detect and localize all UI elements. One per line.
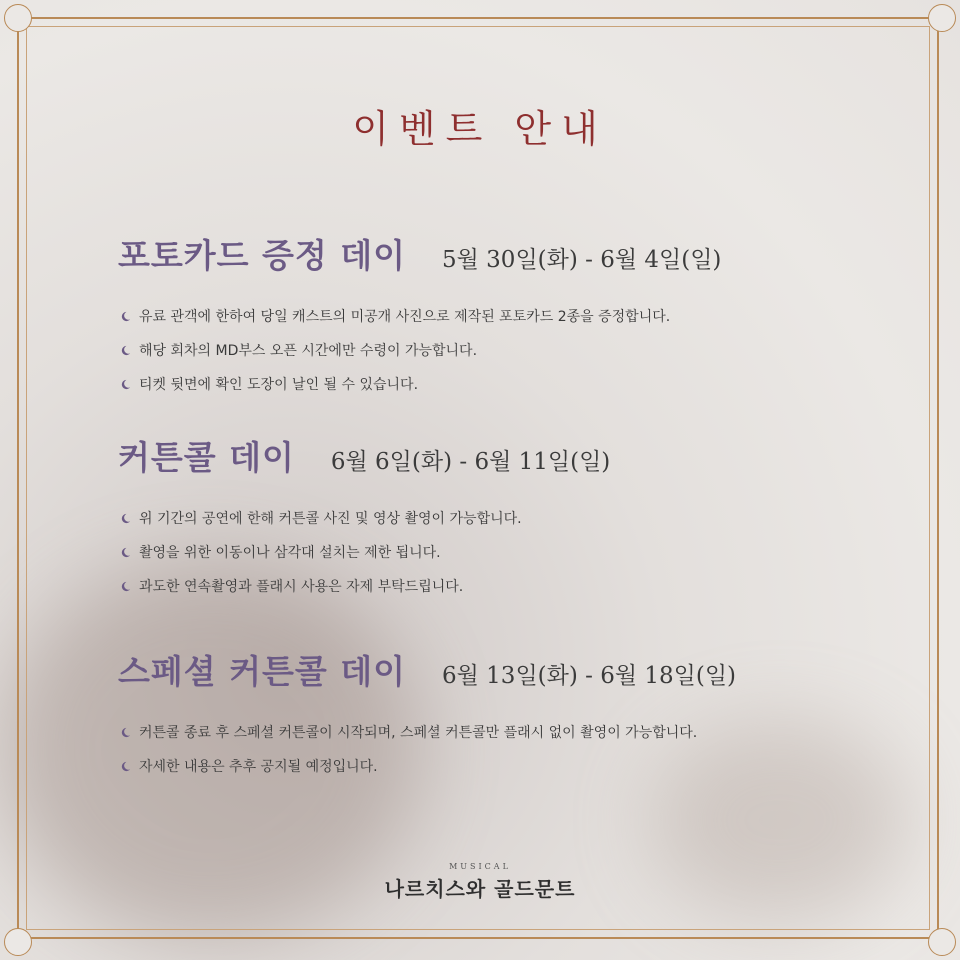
- list-item: [120, 535, 610, 569]
- crescent-moon-icon: [120, 513, 131, 524]
- list-item-text: 과도한 연속촬영과 플래시 사용은 자제 부탁드립니다.: [139, 579, 464, 595]
- list-item: [120, 299, 721, 333]
- section-item-list: [120, 299, 721, 401]
- list-item-text: 촬영을 위한 이동이나 삼각대 설치는 제한 됩니다.: [139, 545, 441, 561]
- crescent-moon-icon: [120, 345, 131, 356]
- event-section-photocard: [118, 230, 721, 401]
- page-title: 이벤트 안내: [352, 107, 608, 151]
- section-date: 6월 13일(화) - 6월 18일(일): [442, 663, 737, 689]
- logo-subtitle: MUSICAL: [449, 862, 511, 871]
- list-item-text: 티켓 뒷면에 확인 도장이 날인 될 수 있습니다.: [139, 377, 419, 393]
- section-name: 커튼콜 데이: [118, 438, 295, 477]
- list-item-text: 해당 회차의 MD부스 오픈 시간에만 수령이 가능합니다.: [139, 343, 478, 359]
- list-item: [120, 367, 721, 401]
- list-item: [120, 569, 610, 603]
- list-item-text: 유료 관객에 한하여 당일 캐스트의 미공개 사진으로 제작된 포토카드 2종을 증정합니다.: [139, 309, 671, 325]
- list-item-text: 자세한 내용은 추후 공지될 예정입니다.: [139, 759, 378, 775]
- crescent-moon-icon: [120, 311, 131, 322]
- list-item-text: 위 기간의 공연에 한해 커튼콜 사진 및 영상 촬영이 가능합니다.: [139, 511, 522, 527]
- section-header: [118, 646, 736, 693]
- frame-corner: [928, 928, 956, 956]
- logo-title: 나르치스와 골드문트: [384, 877, 576, 901]
- list-item: [120, 501, 610, 535]
- list-item: [120, 715, 736, 749]
- section-item-list: [120, 715, 736, 783]
- list-item: [120, 749, 736, 783]
- crescent-moon-icon: [120, 761, 131, 772]
- section-item-list: [120, 501, 610, 603]
- event-section-special-curtaincall: [118, 646, 736, 783]
- frame-corner: [4, 4, 32, 32]
- crescent-moon-icon: [120, 379, 131, 390]
- list-item-text: 커튼콜 종료 후 스페셜 커튼콜이 시작되며, 스페셜 커튼콜만 플래시 없이 촬영이 가능합니다.: [139, 725, 698, 741]
- crescent-moon-icon: [120, 547, 131, 558]
- frame-corner: [928, 4, 956, 32]
- frame-corner: [4, 928, 32, 956]
- section-header: [118, 432, 610, 479]
- section-header: [118, 230, 721, 277]
- musical-logo: [0, 862, 960, 902]
- event-section-curtaincall: [118, 432, 610, 603]
- list-item: [120, 333, 721, 367]
- crescent-moon-icon: [120, 581, 131, 592]
- section-name: 스페셜 커튼콜 데이: [118, 652, 407, 691]
- section-date: 5월 30일(화) - 6월 4일(일): [442, 247, 722, 273]
- crescent-moon-icon: [120, 727, 131, 738]
- section-date: 6월 6일(화) - 6월 11일(일): [330, 449, 611, 475]
- section-name: 포토카드 증정 데이: [118, 236, 407, 275]
